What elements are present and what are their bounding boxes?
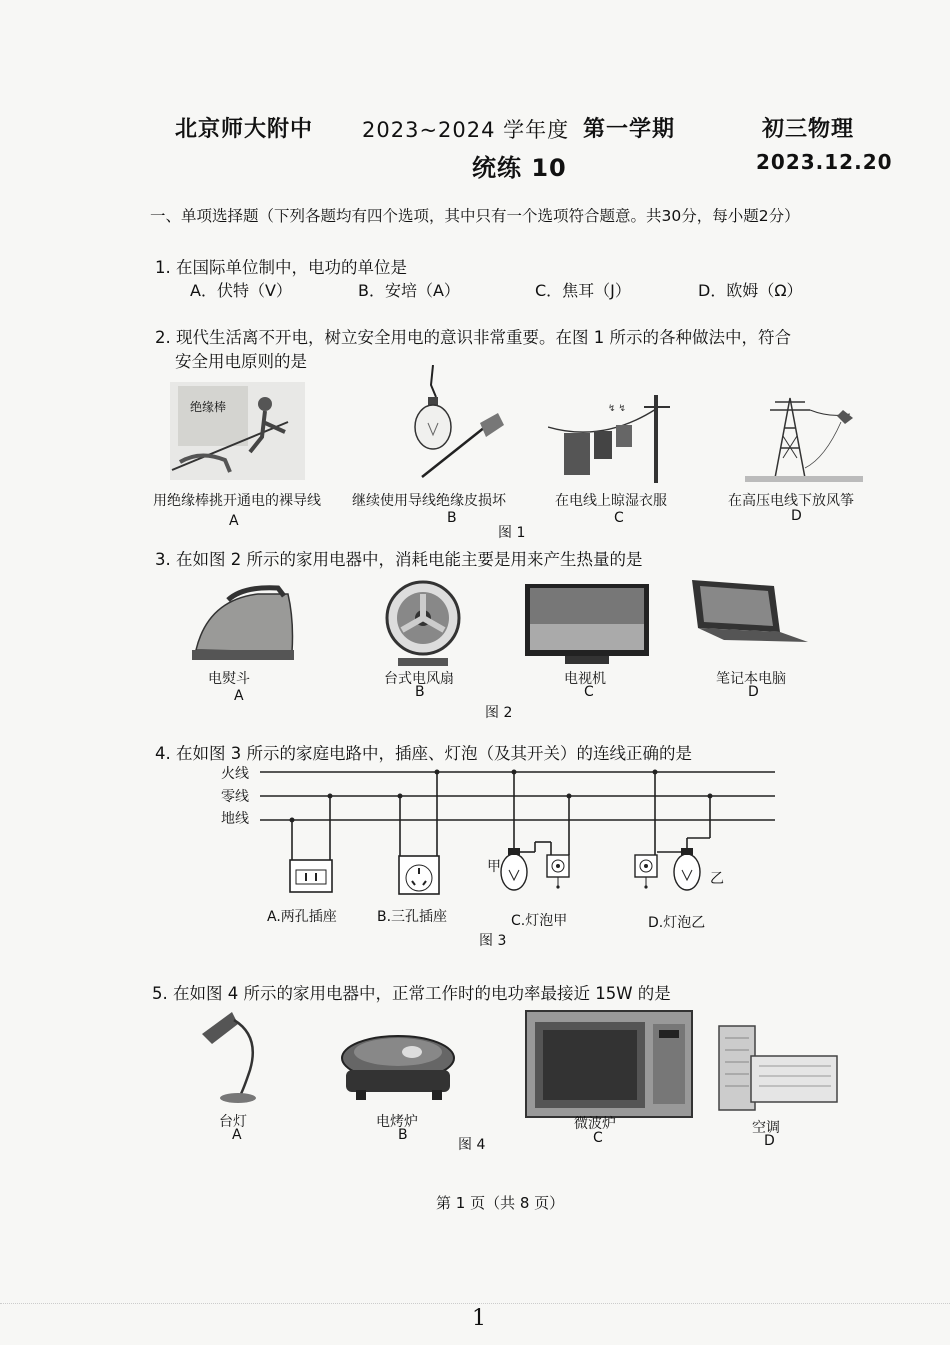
fig3-caption-b: B.三孔插座 [377,909,448,925]
page-number: 1 [472,1306,486,1331]
q2-stem-line2: 安全用电原则的是 [175,352,307,371]
fig2-caption-c: 电视机 [564,671,606,687]
fig4-letter-a: A [232,1127,242,1143]
fig2-tv-image [525,584,650,666]
fig2-letter-a: A [234,688,244,704]
fig2-laptop-image [688,576,810,666]
fig3-caption-c: C.灯泡甲 [511,913,568,929]
academic-year: 2023~2024 学年度 [362,118,570,142]
fig1-letter-d: D [791,508,802,524]
page-divider [0,1303,950,1305]
q5-stem: 5. 在如图 4 所示的家用电器中，正常工作时的电功率最接近 15W 的是 [152,984,671,1003]
fig1-letter-b: B [447,510,457,526]
fig2-caption-d: 笔记本电脑 [716,671,786,687]
fig2-letter-c: C [584,684,594,700]
q1-option-b: B．安培（A） [358,281,460,300]
fig4-label: 图 4 [458,1137,486,1153]
school-name: 北京师大附中 [175,117,314,142]
exam-date: 2023.12.20 [756,150,893,174]
svg-text:↯ ↯: ↯ ↯ [608,404,626,414]
fig1-insulating-rod-image [170,382,305,480]
fig2-caption-b: 台式电风扇 [384,671,454,687]
fig4-letter-b: B [398,1127,408,1143]
fig4-letter-d: D [764,1133,775,1149]
live-wire-label: 火线 [221,766,249,782]
fig3-label: 图 3 [479,933,507,949]
subject: 初三物理 [762,117,855,142]
ground-wire-label: 地线 [221,811,249,827]
fig1-insulating-rod-label: 绝缘棒 [190,400,227,414]
fig1-clothes-on-wire-image [548,395,688,485]
fig4-air-conditioner-image [715,1022,840,1114]
q1-option-a: A．伏特（V） [190,281,292,300]
fig4-caption-b: 电烤炉 [376,1114,418,1130]
fig3-circuit-diagram [255,760,785,920]
q1-option-d: D．欧姆（Ω） [698,281,803,300]
fig4-caption-c: 微波炉 [574,1116,616,1132]
fig2-iron-image [188,580,298,665]
fig3-caption-d: D.灯泡乙 [648,915,706,931]
fig1-letter-a: A [229,513,239,529]
q1-stem: 1. 在国际单位制中，电功的单位是 [155,258,407,277]
fig4-caption-a: 台灯 [219,1114,247,1130]
term: 第一学期 [583,117,676,142]
fig1-caption-b: 继续使用导线绝缘皮损坏 [352,493,506,509]
fig1-letter-c: C [614,510,624,526]
bulb-yi-label: 乙 [710,871,724,887]
fig1-caption-a: 用绝缘棒挑开通电的裸导线 [153,493,321,509]
neutral-wire-label: 零线 [221,789,249,805]
fig1-caption-c: 在电线上晾湿衣服 [555,493,667,509]
fig2-caption-a: 电熨斗 [208,671,250,687]
fig4-caption-d: 空调 [752,1120,780,1136]
fig1-damaged-wire-image [400,365,515,480]
fig4-electric-grill-image [336,1022,461,1107]
q2-stem-line1: 2. 现代生活离不开电，树立安全用电的意识非常重要。在图 1 所示的各种做法中，符合 [155,328,791,347]
fig4-letter-c: C [593,1130,603,1146]
page-info: 第 1 页（共 8 页） [436,1194,565,1212]
fig1-kite-hv-line-image [745,388,863,486]
section-title: 一、单项选择题（下列各题均有四个选项，其中只有一个选项符合题意。共30分，每小题2分） [150,207,800,225]
q1-option-c: C．焦耳（J） [535,281,631,300]
fig3-caption-a: A.两孔插座 [267,909,337,925]
q3-stem: 3. 在如图 2 所示的家用电器中，消耗电能主要是用来产生热量的是 [155,550,643,569]
fig1-caption-d: 在高压电线下放风筝 [728,493,854,509]
fig2-label: 图 2 [485,705,513,721]
exam-title: 统练 10 [472,154,567,182]
fig2-letter-d: D [748,684,759,700]
fig4-desk-lamp-image [198,1010,270,1106]
fig2-fan-image [378,578,468,670]
q4-stem: 4. 在如图 3 所示的家庭电路中，插座、灯泡（及其开关）的连线正确的是 [155,744,692,763]
fig2-letter-b: B [415,684,425,700]
fig1-label: 图 1 [498,525,526,541]
fig4-microwave-image [525,1010,693,1118]
bulb-jia-label: 甲 [487,859,501,875]
